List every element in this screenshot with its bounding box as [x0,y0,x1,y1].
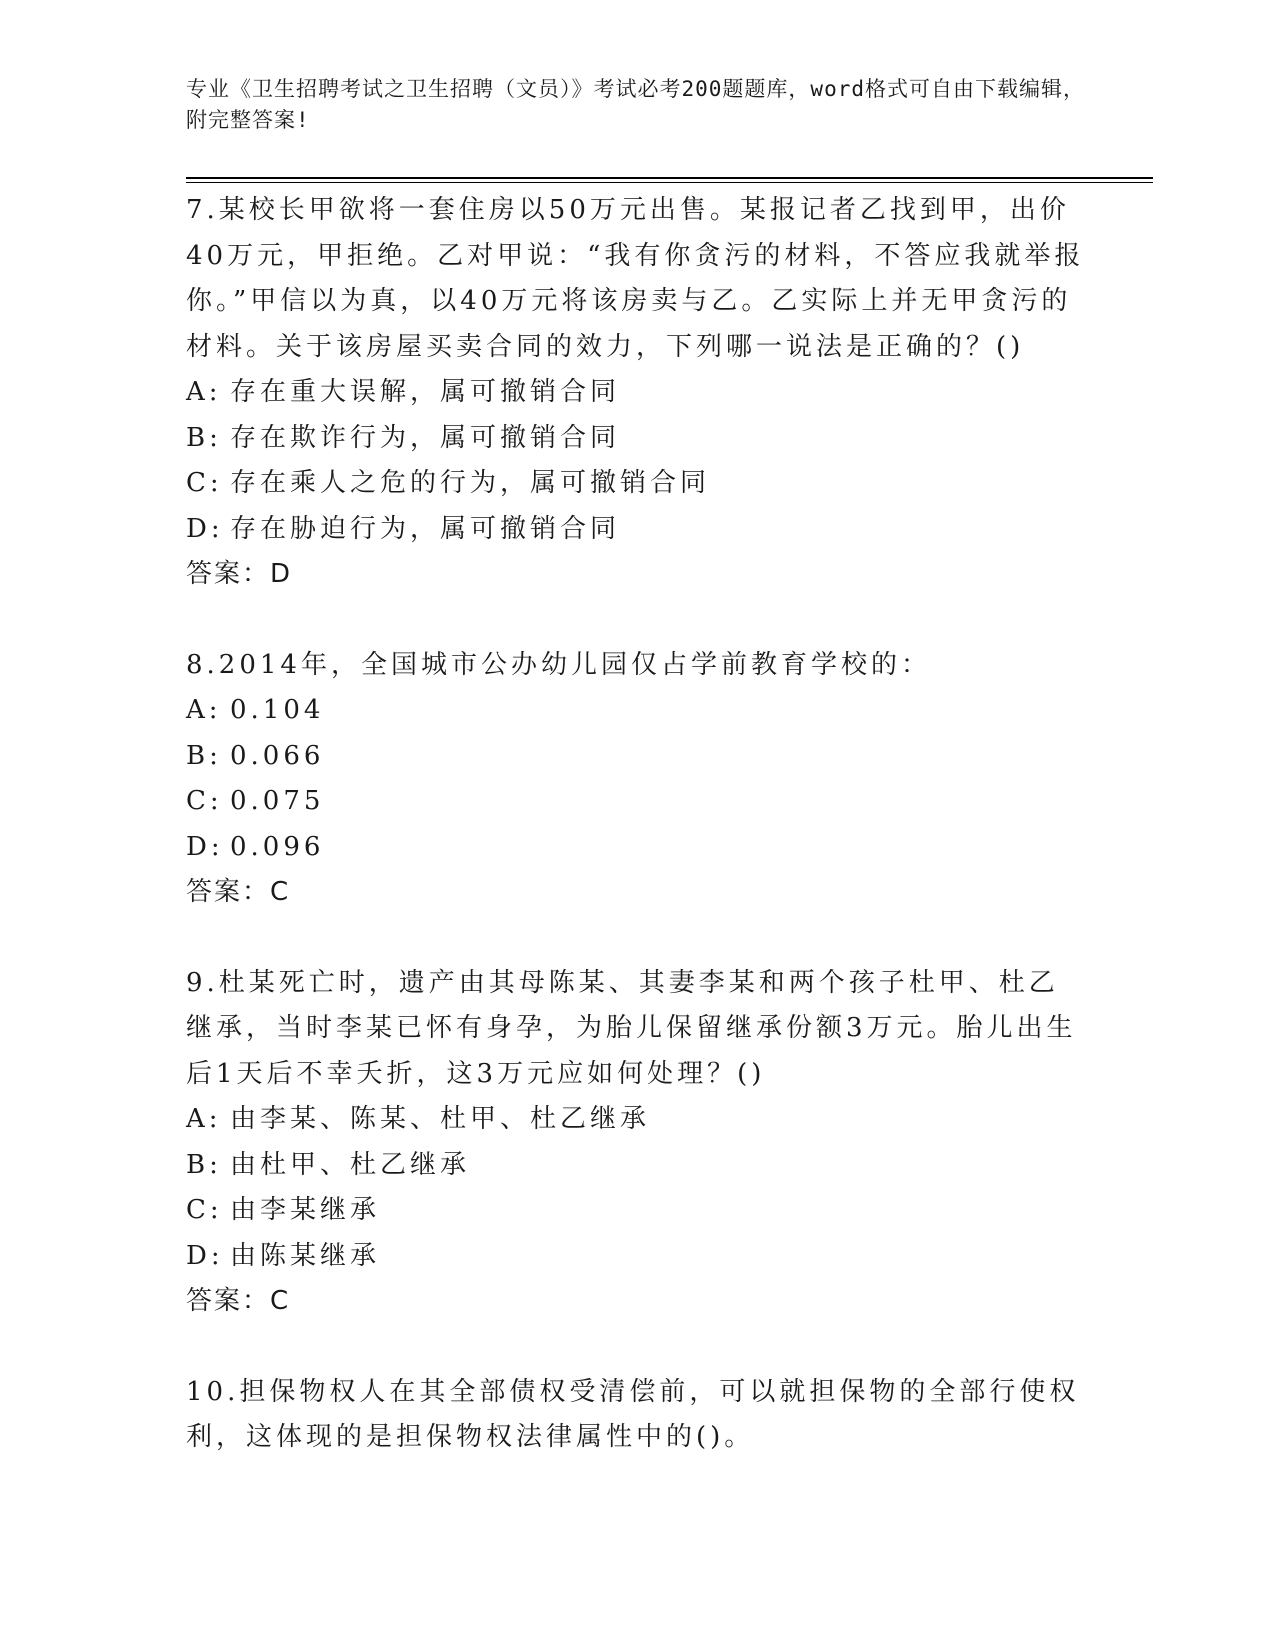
option-key: C: [186,1195,223,1225]
option-key: A: [186,377,222,407]
option-d [186,507,1086,553]
question-stem: 9.杜某死亡时，遗产由其母陈某、其妻李某和两个孩子杜甲、杜乙继承，当时李某已怀有身孕，为胎儿保留继承份额3万元。胎儿出生后1天后不幸夭折，这3万元应如何处理？() [186,967,1077,1089]
option-d [186,1234,1086,1280]
option-b [186,1143,1086,1189]
option-text: 存在欺诈行为，属可撤销合同 [230,422,621,453]
option-b [186,416,1086,462]
option-key: B: [186,740,222,771]
question-8 [186,643,1086,916]
option-key: D: [186,1240,224,1271]
option-key: C: [186,786,223,816]
option-text: 0.075 [230,786,325,816]
question-7 [186,188,1086,598]
answer-label: 答案：C [186,1286,291,1316]
option-text: 由杜甲、杜乙继承 [230,1149,471,1180]
option-text: 存在乘人之危的行为，属可撤销合同 [230,468,711,498]
option-text: 存在重大误解，属可撤销合同 [230,377,621,407]
option-text: 由陈某继承 [230,1240,381,1271]
option-key: A: [186,695,222,725]
option-b [186,734,1086,780]
option-key: D: [186,831,224,862]
option-key: A: [186,1104,222,1134]
question-list [186,188,1086,1461]
option-text: 0.066 [230,740,325,771]
question-9 [186,961,1086,1325]
header-divider-thin [186,182,1153,183]
question-gap [186,598,1086,643]
answer-label: 答案：C [186,877,291,907]
option-c [186,779,1086,825]
option-key: C: [186,468,223,498]
document-header: 专业《卫生招聘考试之卫生招聘（文员）》考试必考200题题库，word格式可自由下载编辑，附完整答案! [186,77,1085,132]
question-10 [186,1370,1086,1461]
option-text: 0.104 [230,695,325,725]
option-d [186,825,1086,871]
question-stem: 8.2014年，全国城市公办幼儿园仅占学前教育学校的： [186,649,931,680]
option-key: B: [186,1149,222,1180]
answer-label: 答案：D [186,559,293,589]
question-gap [186,1325,1086,1370]
option-a [186,1097,1086,1143]
option-c [186,1188,1086,1234]
question-stem: 10.担保物权人在其全部债权受清偿前，可以就担保物的全部行使权利，这体现的是担保物权法律属性中的()。 [186,1376,1080,1452]
option-a [186,688,1086,734]
option-key: B: [186,422,222,453]
option-text: 由李某、陈某、杜甲、杜乙继承 [230,1104,651,1134]
option-text: 存在胁迫行为，属可撤销合同 [230,513,621,544]
option-c [186,461,1086,507]
question-stem: 7.某校长甲欲将一套住房以50万元出售。某报记者乙找到甲，出价40万元，甲拒绝。乙对甲说：“我有你贪污的材料，不答应我就举报你。”甲信以为真，以40万元将该房卖与乙。乙实际上并无甲贪污的材料。关于该房屋买卖合同的效力，下列哪一说法是正确的？() [186,195,1085,362]
option-text: 由李某继承 [230,1195,381,1225]
option-a [186,370,1086,416]
option-text: 0.096 [230,831,325,862]
header-divider-thick [186,177,1153,179]
question-gap [186,916,1086,961]
option-key: D: [186,513,224,544]
